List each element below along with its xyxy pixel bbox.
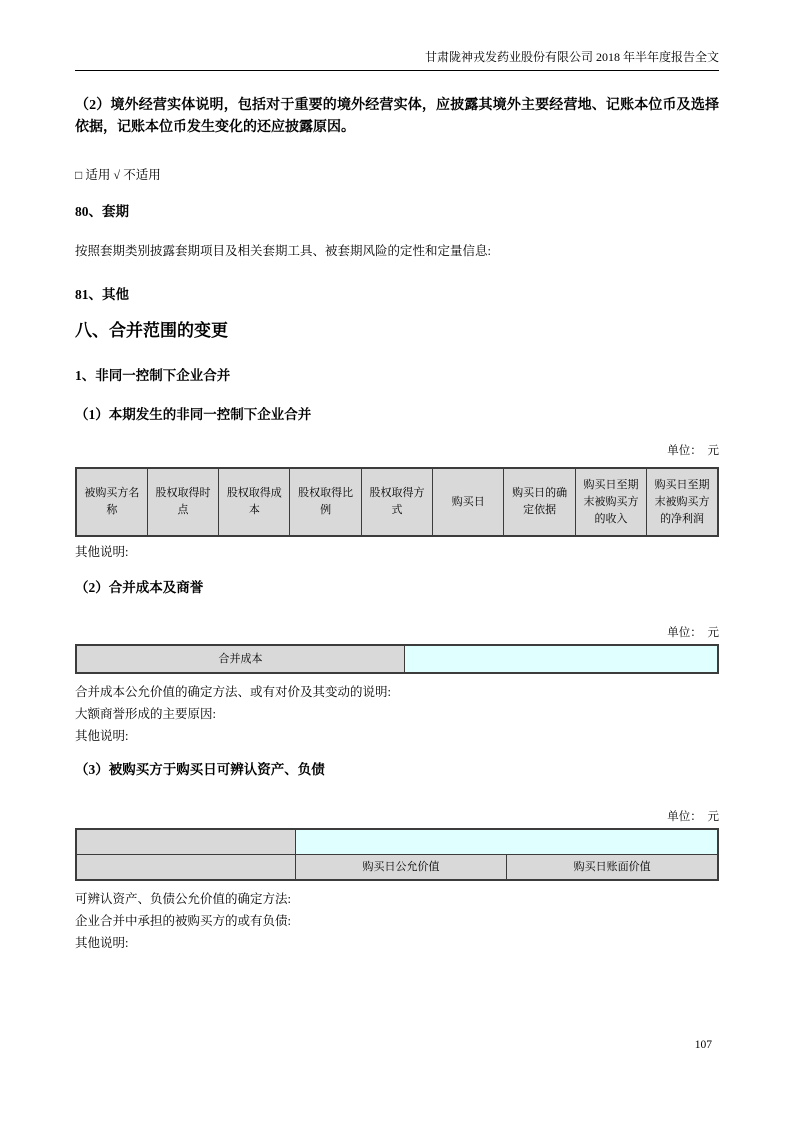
applicable-label: 适用 (85, 168, 111, 182)
business-combination-table (75, 467, 719, 537)
merge-cost-label-cell: 合并成本 (76, 645, 405, 673)
table-row-values (76, 829, 718, 855)
col-header-equity-acquisition-cost: 股权取得成本 (219, 468, 290, 536)
check-mark-icon: √ (113, 168, 121, 182)
not-applicable-label: 不适用 (123, 168, 161, 182)
col-header-fair-value-at-purchase-date: 购买日公允价值 (295, 855, 506, 881)
merge-cost-table (75, 644, 719, 674)
page-content (75, 0, 719, 951)
col-header-book-value-at-purchase-date: 购买日账面价值 (507, 855, 718, 881)
col-header-acquiree-net-profit: 购买日至期末被购买方的净利润 (647, 468, 718, 536)
merge-cost-note-2: 大额商誉形成的主要原因: (75, 707, 216, 721)
col-header-purchase-date-basis: 购买日的确定依据 (504, 468, 575, 536)
col-header-acquiree-name: 被购买方名称 (76, 468, 147, 536)
table-row-headers (76, 855, 718, 881)
heading-8-consolidation-scope-change: 八、合并范围的变更 (75, 321, 228, 340)
merge-cost-note-1: 合并成本公允价值的确定方法、或有对价及其变动的说明: (75, 685, 391, 699)
identifiable-note-3: 其他说明: (75, 936, 129, 950)
heading-8-1-3-identifiable-assets-liabilities: （3）被购买方于购买日可辨认资产、负债 (75, 762, 325, 777)
assets-corner-cell (76, 829, 295, 855)
col-header-acquiree-income: 购买日至期末被购买方的收入 (575, 468, 646, 536)
document-header-title: 甘肃陇神戎发药业股份有限公司 2018 年半年度报告全文 (75, 0, 719, 71)
page-number: 107 (694, 1039, 712, 1051)
heading-8-1-1-current-period-combination: （1）本期发生的非同一控制下企业合并 (75, 407, 312, 422)
assets-row-label-cell (76, 855, 295, 881)
col-header-equity-acquisition-time: 股权取得时点 (147, 468, 218, 536)
merge-cost-note-3: 其他说明: (75, 729, 129, 743)
heading-81-other: 81、其他 (75, 287, 129, 302)
applicability-line (75, 167, 719, 183)
identifiable-note-2: 企业合并中承担的被购买方的或有负债: (75, 914, 291, 928)
heading-80-hedging: 80、套期 (75, 204, 129, 219)
col-header-equity-acquisition-method: 股权取得方式 (361, 468, 432, 536)
identifiable-note-1: 可辨认资产、负债公允价值的确定方法: (75, 892, 291, 906)
assets-merged-value-cell (295, 829, 718, 855)
unit-label-3: 单位： 元 (667, 811, 719, 823)
overseas-entity-paragraph: （2）境外经营实体说明，包括对于重要的境外经营实体，应披露其境外主要经营地、记账本位币及选择依据，记账本位币发生变化的还应披露原因。 (75, 98, 719, 135)
hedge-disclosure-paragraph: 按照套期类别披露套期项目及相关套期工具、被套期风险的定性和定量信息: (75, 244, 491, 258)
other-note-1: 其他说明: (75, 545, 129, 559)
merge-cost-value-cell (405, 645, 719, 673)
table-header-row (76, 468, 718, 536)
unit-label-2: 单位： 元 (667, 627, 719, 639)
heading-8-1-non-common-control-combination: 1、非同一控制下企业合并 (75, 368, 231, 383)
heading-8-1-2-merge-cost-goodwill: （2）合并成本及商誉 (75, 580, 204, 595)
col-header-equity-acquisition-ratio: 股权取得比例 (290, 468, 361, 536)
checkbox-unchecked-icon: □ (75, 168, 83, 182)
unit-label-1: 单位： 元 (667, 445, 719, 457)
identifiable-assets-table (75, 828, 719, 881)
table-row (76, 645, 718, 673)
col-header-purchase-date: 购买日 (433, 468, 504, 536)
